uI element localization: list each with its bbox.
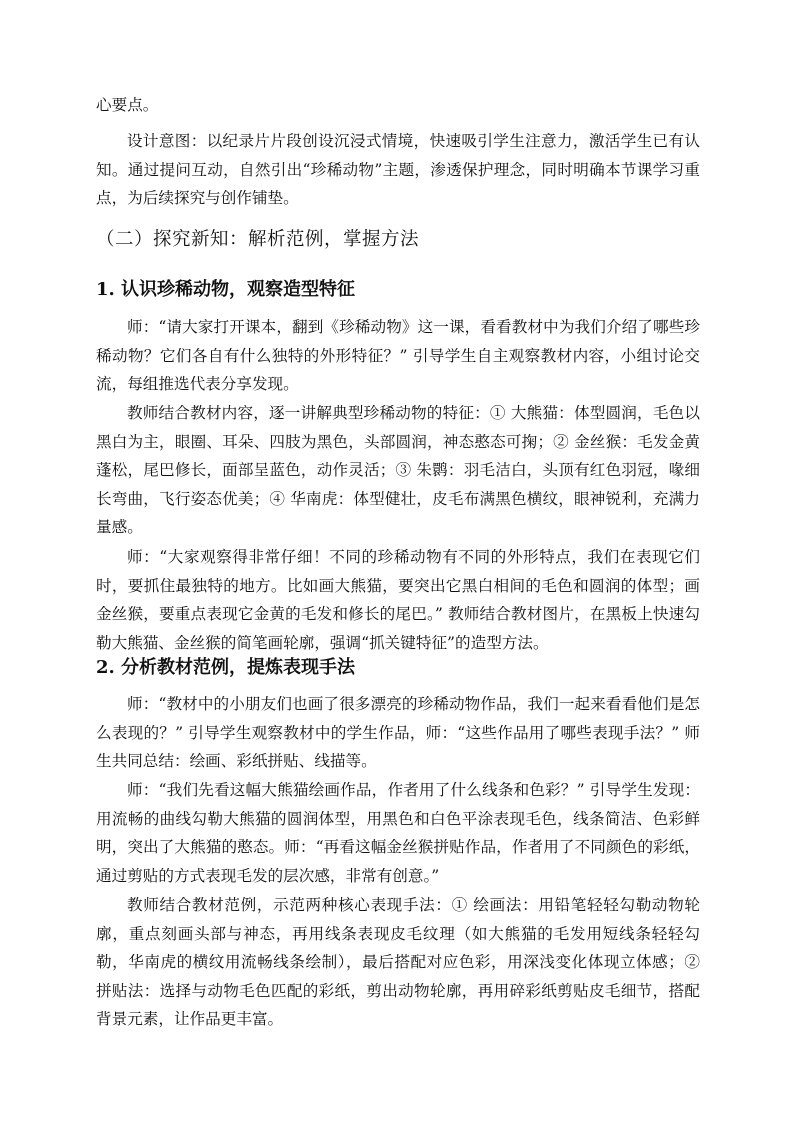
paragraph-animal-features: 教师结合教材内容，逐一讲解典型珍稀动物的特征：① 大熊猫：体型圆润，毛色以黑白为主，眼圈、耳朵、四肢为黑色，头部圆润，神态憨态可掬；② 金丝猴：毛发金黄蓬松，尾巴修长，面部呈蓝色，动作灵活；③ 朱鹮：羽毛洁白，头顶有红色羽冠，喙细长弯曲，飞行姿态优美；④ 华南虎：体型健壮，皮毛布满黑色横纹，眼神锐利，充满力量感。	[96, 404, 700, 537]
subsection-heading-2: 2. 分析教材范例，提炼表现手法	[96, 657, 356, 678]
section-heading: （二）探究新知：解析范例，掌握方法	[96, 229, 420, 250]
paragraph-example-analysis: 师：“教材中的小朋友们也画了很多漂亮的珍稀动物作品，我们一起来看看他们是怎么表现的？” 引导学生观察教材中的学生作品，师：“这些作品用了哪些表现手法？” 师生共同总结：绘画、彩纸拼贴、线描等。	[96, 695, 700, 771]
paragraph-techniques: 教师结合教材范例，示范两种核心表现手法：① 绘画法：用铅笔轻轻勾勒动物轮廓，重点刻画头部与神态，再用线条表现皮毛纹理（如大熊猫的毛发用短线条轻轻勾勒，华南虎的横纹用流畅线条绘制），最后搭配对应色彩，用深浅变化体现立体感；② 拼贴法：选择与动物毛色匹配的彩纸，剪出动物轮廓，再用碎彩纸剪贴皮毛细节，搭配背景元素，让作品更丰富。	[96, 896, 700, 1029]
paragraph-teacher-prompt-2: 师：“大家观察得非常仔细！不同的珍稀动物有不同的外形特点，我们在表现它们时，要抓住最独特的地方。比如画大熊猫，要突出它黑白相间的毛色和圆润的体型；画金丝猴，要重点表现它金黄的毛发和修长的尾巴。” 教师结合教材图片，在黑板上快速勾勒大熊猫、金丝猴的简笔画轮廓，强调“抓关键特征”的造型方法。	[96, 548, 700, 652]
paragraph-panda-example: 师：“我们先看这幅大熊猫绘画作品，作者用了什么线条和色彩？” 引导学生发现：用流畅的曲线勾勒大熊猫的圆润体型，用黑色和白色平涂表现毛色，线条简洁、色彩鲜明，突出了大熊猫的憨态。师：“再看这幅金丝猴拼贴作品，作者用了不同颜色的彩纸，通过剪贴的方式表现毛发的层次感，非常有创意。”	[96, 781, 700, 885]
paragraph-teacher-prompt-1: 师：“请大家打开课本，翻到《珍稀动物》这一课，看看教材中为我们介绍了哪些珍稀动物？它们各自有什么独特的外形特征？” 引导学生自主观察教材内容，小组讨论交流，每组推选代表分享发现。	[96, 318, 700, 394]
paragraph-design-intent: 设计意图：以纪录片片段创设沉浸式情境，快速吸引学生注意力，激活学生已有认知。通过提问互动，自然引出“珍稀动物”主题，渗透保护理念，同时明确本节课学习重点，为后续探究与创作铺垫。	[96, 132, 700, 208]
subsection-heading-1: 1. 认识珍稀动物，观察造型特征	[96, 279, 356, 300]
paragraph-continuation: 心要点。	[96, 96, 159, 114]
